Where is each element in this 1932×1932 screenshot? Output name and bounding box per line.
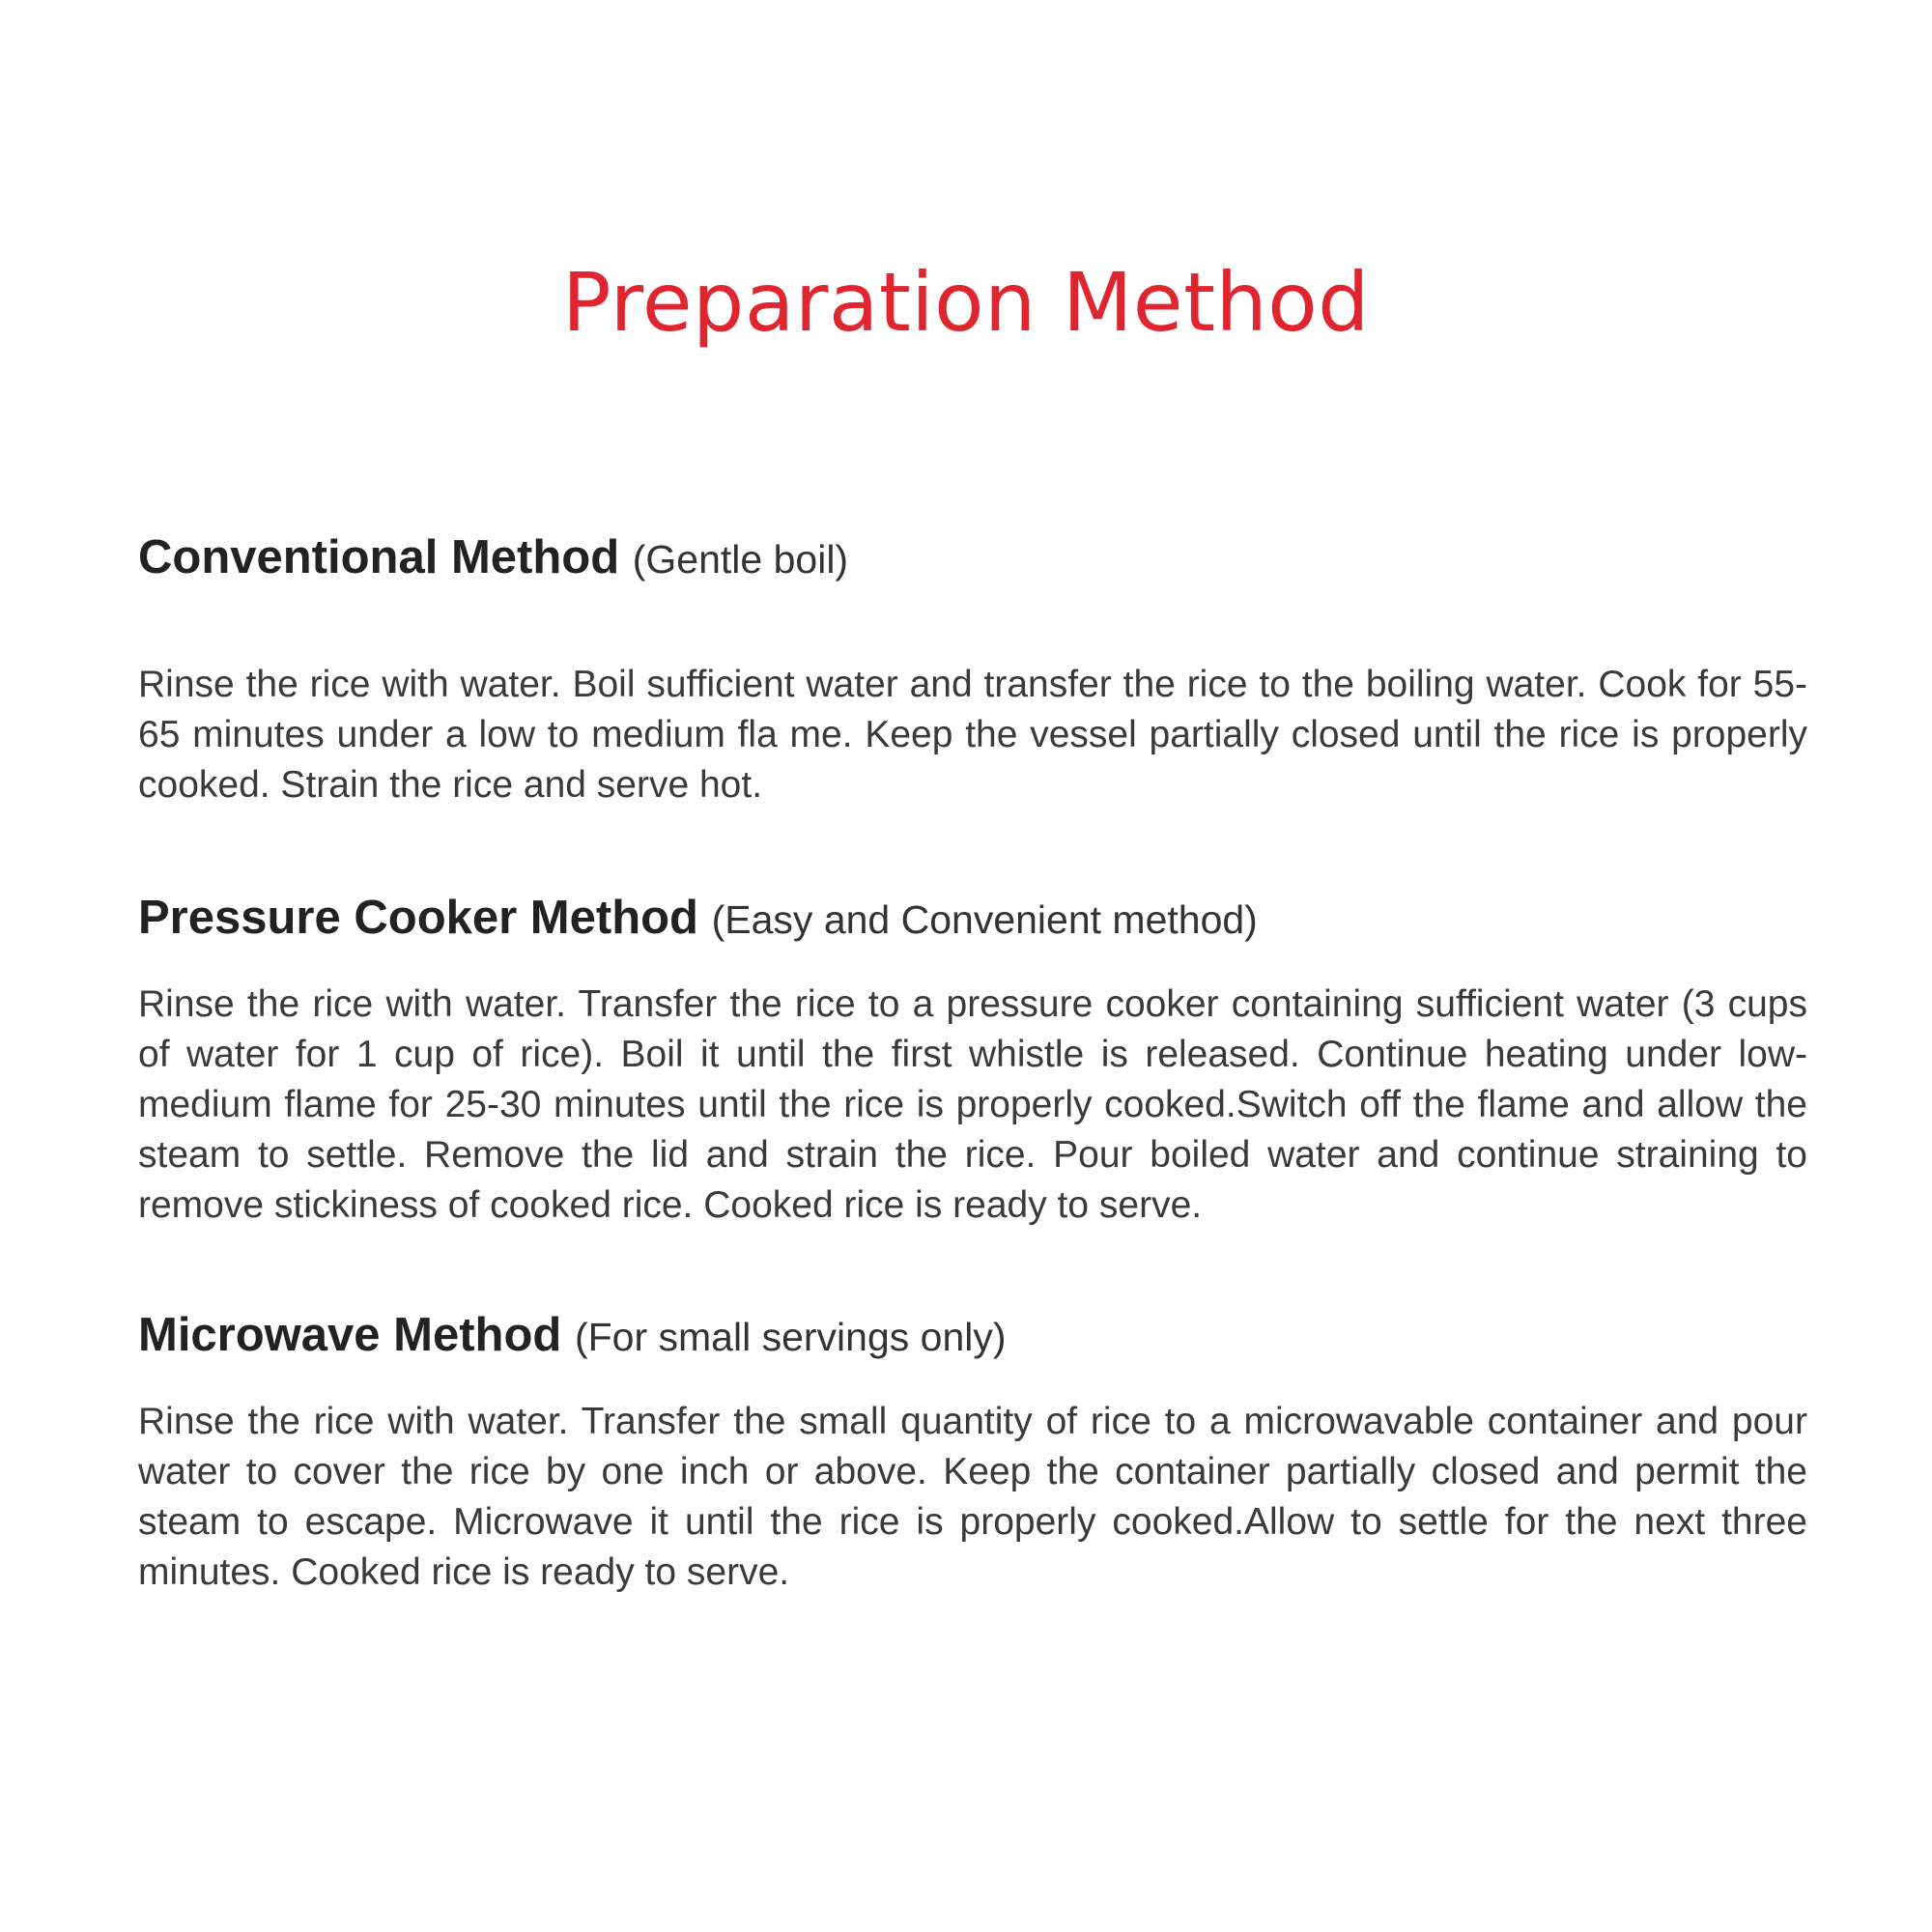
section-body: Rinse the rice with water. Transfer the rice to a pressure cooker containing sufficient water (3 cups of water for 1 cup of rice). Boil it until the first whistle is released. Continue heating under low- medium flame for 25-30 minutes until the rice is properly cooked.Switch off the flame and allow the steam to settle. Remove the lid and strain the rice. Pour boiled water and continue straining to remove stickiness of cooked rice. Cooked rice is ready to serve. <box>138 983 1807 1226</box>
section-heading-note: (For small servings only) <box>574 1315 1007 1359</box>
section-heading-title: Pressure Cooker Method <box>138 892 698 944</box>
conventional-method-section <box>138 526 1807 810</box>
section-heading <box>138 887 1807 951</box>
microwave-method-section <box>138 1304 1807 1598</box>
section-body: Rinse the rice with water. Boil sufficient water and transfer the rice to the boiling water. Cook for 55-65 minutes under a low to medium fla me. Keep the vessel partially closed until the rice is properly cooked. Strain the rice and serve hot. <box>138 664 1807 806</box>
section-heading-title: Conventional Method <box>138 531 620 583</box>
section-heading-note: (Gentle boil) <box>632 537 849 582</box>
section-heading <box>138 526 1807 590</box>
section-body: Rinse the rice with water. Transfer the small quantity of rice to a microwavable container and pour water to cover the rice by one inch or above. Keep the container partially closed and permit the steam to escape. Microwave it until the rice is properly cooked.Allow to settle for the next three minutes. Cooked rice is ready to serve. <box>138 1401 1807 1593</box>
page-title: Preparation Method <box>562 255 1370 350</box>
section-heading-title: Microwave Method <box>138 1309 562 1361</box>
pressure-cooker-method-section <box>138 887 1807 1231</box>
section-heading-note: (Easy and Convenient method) <box>711 897 1258 942</box>
section-heading <box>138 1304 1807 1368</box>
